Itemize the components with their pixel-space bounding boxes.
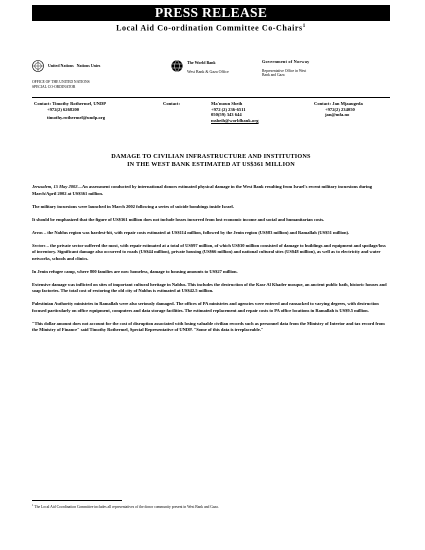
paragraph-jenin: In Jenin refugee camp, where 800 families are now homeless, damage to housing amounts to US$27 million. <box>32 268 238 274</box>
paragraph-lead-text: —An assessment conducted by international donors estimated physical damage in the West Bank resulting from Israel's recent military incursions during March/April 2002 at US$361 million. <box>32 184 373 196</box>
un-emblem-icon <box>32 60 44 72</box>
paragraph-areas <box>32 230 390 237</box>
contact-undp-name: Timothy Rothermel, UNDP <box>52 101 107 106</box>
headline-line-2: IN THE WEST BANK ESTIMATED AT US$361 MILLION <box>127 161 295 168</box>
contact-norway-phone: +972(2) 234050 <box>325 106 355 112</box>
headline-line-1: DAMAGE TO CIVILIAN INFRASTRUCTURE AND INSTITUTIONS <box>111 153 311 160</box>
contact-undp-phone: +972(2) 6268200 <box>47 106 80 112</box>
paragraph-quote: "This dollar amount does not account for the cost of disruption associated with losing valuable civilian records such as personnel data from the Ministry of Interior and tax record from the Ministry of Finance" said Timothy Rothermel, Special Representative of UNDP. "Some of this data is irreplaceable." <box>32 320 385 333</box>
norway-line-2: Bank and Gaza <box>262 73 285 78</box>
un-name-fr: Nations Unies <box>76 63 101 68</box>
contact-norway-label: Contact: <box>314 101 332 106</box>
contact-label-wb <box>163 101 180 107</box>
contact-norway <box>314 101 363 118</box>
contact-wb-label: Contact: <box>163 101 181 106</box>
unsco-line-2: SPECIAL CO-ORDINATOR <box>32 84 76 89</box>
paragraph-sectors <box>32 243 390 263</box>
header-divider <box>32 97 390 98</box>
paragraph-ministries: Palestinian Authority ministries in Ramallah were also seriously damaged. The offices of PA ministries and agencies were entered and ransacked to varying degrees, with destruction focused particularly on office equipment, computers and data storage facilities. The estimated replacement and repair costs to PA office locations in Ramallah is US$9.5 million. <box>32 301 379 313</box>
world-bank-name: The World Bank <box>187 60 216 65</box>
press-release-banner: PRESS RELEASE <box>32 5 390 21</box>
footnote-divider <box>32 500 122 501</box>
paragraph-emphasis: It should be emphasized that the figure of US$361 million does not include losses incurred from lost economic income and social and humanitarian costs. <box>32 216 325 222</box>
world-bank-globe-icon <box>171 60 183 72</box>
unsco-office <box>32 80 132 89</box>
contact-undp <box>34 101 106 121</box>
areas-lead: Areas <box>32 229 43 235</box>
footnote-text: The Local Aid Coordination Committee includes all representatives of the donor community present in West Bank and Gaza. <box>33 505 219 510</box>
contact-norway-email[interactable]: jan@mfa.no <box>325 112 350 118</box>
un-logo-block <box>32 60 100 72</box>
paragraph-incursions: The military incursions were launched in March 2002 following a series of suicide bombings inside Israel. <box>32 203 234 209</box>
paragraph-lead <box>32 184 390 197</box>
un-name: United Nations <box>48 63 74 68</box>
headline <box>40 153 382 169</box>
norway-title: Government of Norway <box>262 59 310 64</box>
contact-undp-email[interactable]: timothy.rothermel@undp.org <box>47 115 106 121</box>
contact-undp-label: Contact: <box>34 101 52 106</box>
contact-wb-phone-1: +972 (2) 236-6511 <box>211 106 246 112</box>
world-bank-office: West Bank & Gaza Office <box>187 69 229 74</box>
norway-line-1: Representative Office in West <box>262 68 307 73</box>
footnote <box>32 503 390 510</box>
paragraph-heritage: Extensive damage was inflicted on sites of important cultural heritage in Nablus. This includes the destruction of the Kasr Al Khader mosque, an ancient public bath, historic houses and soap factories. The total cost of restoring the old city of Nablus is estimated at US$42.5 million. <box>32 281 387 294</box>
world-bank-logo-block <box>171 60 229 74</box>
unsco-line-1: OFFICE OF THE UNITED NATIONS <box>32 80 90 84</box>
contact-wb-email[interactable]: msbeih@worldbank.org <box>211 117 259 123</box>
contact-world-bank <box>211 101 259 123</box>
footnote-mark: 1 <box>32 503 34 507</box>
areas-text: – the Nablus region was hardest-hit, with repair costs estimated at US$114 million, followed by the Jenin region (US$83 million) and Ramallah (US$51 million). <box>42 229 350 235</box>
contact-wb-name: Ma'moun Sbeih <box>211 101 243 106</box>
press-release-body <box>32 184 390 340</box>
committee-subtitle <box>32 22 390 34</box>
contact-norway-name: Jan Mjaaugeda <box>332 101 363 106</box>
norway-logo-block <box>262 60 372 78</box>
contact-wb-phone-2: 050(59) 343 644 <box>211 112 242 118</box>
sectors-lead: Sectors <box>32 242 46 248</box>
sectors-text: – the private sector suffered the most, with repair estimated at a total of US$97 million, of which US$30 million consisted of damage to buildings and equipment and spoilage/loss of inventory. Significant damage also occurred to roads (US$44 million), private housing (US$66 million) and national cultural sites (US$48 million), as well as to electricity and water networks, schools and clinics. <box>32 242 386 261</box>
committee-subtitle-text: Local Aid Co-ordination Committee Co-Chairs <box>116 23 303 33</box>
footnote-reference: 1 <box>302 24 306 29</box>
dateline: Jerusalem, 15 May 2002 <box>32 184 78 189</box>
